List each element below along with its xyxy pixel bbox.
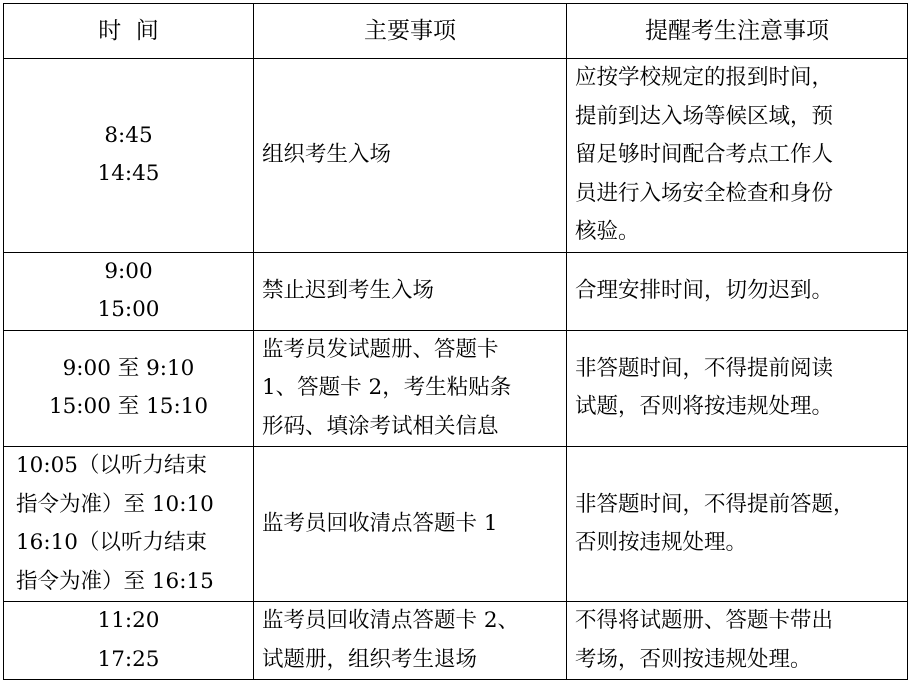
note-line: 提前到达入场等候区域，预 [575, 103, 834, 129]
note-line: 合理安排时间，切勿迟到。 [575, 277, 834, 303]
item-line: 禁止迟到考生入场 [262, 277, 435, 303]
item-line: 监考员发试题册、答题卡 [262, 336, 499, 362]
table-row [4, 252, 908, 330]
time-line: 指令为准）至 10:10 [16, 491, 214, 517]
table-row [4, 59, 908, 253]
exam-schedule-table [3, 3, 908, 680]
note-cell [567, 330, 908, 447]
table-row [4, 330, 908, 447]
time-line: 10:05（以听力结束 [16, 453, 207, 478]
item-line: 试题册，组织考生退场 [262, 646, 478, 672]
item-cell [254, 602, 567, 680]
header-note: 提醒考生注意事项 [567, 4, 908, 59]
item-cell [254, 252, 567, 330]
note-line: 员进行入场安全检查和身份 [575, 180, 834, 206]
header-main-item: 主要事项 [254, 4, 567, 59]
time-line: 15:00 [97, 297, 160, 322]
table-row [4, 447, 908, 602]
note-cell [567, 252, 908, 330]
item-line: 形码、填涂考试相关信息 [262, 413, 499, 439]
item-cell [254, 59, 567, 253]
item-line: 1、答题卡 2，考生粘贴条 [262, 375, 512, 400]
time-line: 9:00 至 9:10 [62, 355, 195, 381]
note-cell [567, 602, 908, 680]
time-line: 14:45 [97, 161, 160, 187]
time-line: 17:25 [97, 646, 160, 672]
note-line: 试题，否则将按违规处理。 [575, 394, 834, 420]
table-row [4, 602, 908, 680]
note-line: 留足够时间配合考点工作人 [575, 142, 834, 167]
item-line: 监考员回收清点答题卡 1 [262, 510, 498, 536]
note-cell [567, 447, 908, 602]
time-line: 9:00 [104, 258, 153, 284]
header-time: 时 间 [4, 4, 254, 59]
note-line: 核验。 [575, 219, 640, 244]
item-line: 监考员回收清点答题卡 2、 [262, 608, 520, 633]
note-line: 非答题时间，不得提前阅读 [575, 355, 834, 381]
header-row [4, 4, 908, 59]
item-cell [254, 330, 567, 447]
time-line: 16:10（以听力结束 [16, 530, 207, 555]
note-line: 否则按违规处理。 [575, 530, 748, 555]
item-line: 组织考生入场 [262, 142, 392, 167]
time-cell [4, 602, 254, 680]
time-line: 11:20 [97, 608, 160, 633]
time-line: 15:00 至 15:10 [48, 394, 209, 420]
note-cell [567, 59, 908, 253]
time-line: 指令为准）至 16:15 [16, 568, 214, 594]
time-cell [4, 447, 254, 602]
note-line: 应按学校规定的报到时间， [575, 65, 834, 90]
time-cell [4, 59, 254, 253]
time-cell [4, 330, 254, 447]
item-cell [254, 447, 567, 602]
note-line: 考场，否则按违规处理。 [575, 646, 812, 672]
note-line: 非答题时间，不得提前答题， [575, 491, 855, 517]
time-line: 8:45 [104, 122, 153, 148]
note-line: 不得将试题册、答题卡带出 [575, 608, 834, 633]
time-cell [4, 252, 254, 330]
